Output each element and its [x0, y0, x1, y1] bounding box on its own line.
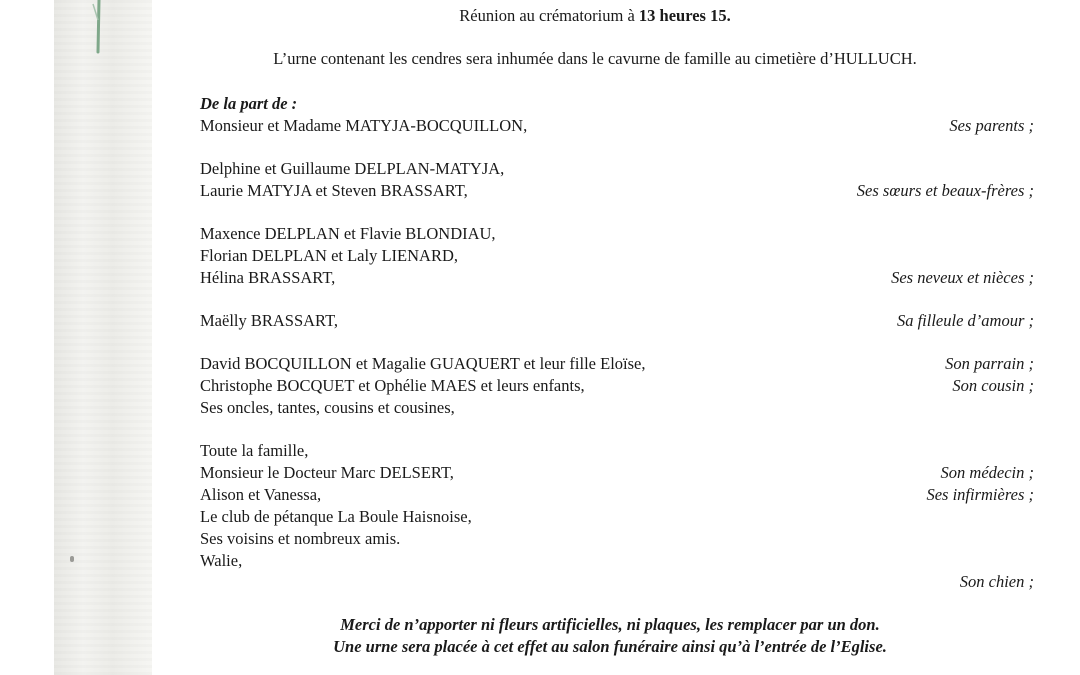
family-name-line: David BOCQUILLON et Magalie GUAQUERT et leur fille Eloïse, [200, 354, 646, 373]
family-name-line: Hélina BRASSART, [200, 268, 336, 287]
family-name-line: Ses voisins et nombreux amis. [200, 529, 401, 548]
relation-label: Ses sœurs et beaux-frères ; [856, 181, 1034, 200]
family-name-line: Toute la famille, [200, 441, 309, 460]
relation-label: Ses infirmières ; [926, 485, 1034, 504]
relation-label: Ses parents ; [949, 116, 1034, 135]
closing-line-2: Une urne sera placée à cet effet au salon funéraire ainsi qu’à l’entrée de l’Eglise. [333, 637, 887, 656]
urne-line: L’urne contenant les cendres sera inhumée dans le cavurne de famille au cimetière d’HULLUCH. [273, 49, 917, 68]
relation-label: Son parrain ; [945, 354, 1034, 373]
de-la-part-heading: De la part de : [200, 94, 298, 113]
family-name-line: Monsieur et Madame MATYJA-BOCQUILLON, [200, 116, 528, 135]
family-name-line: Ses oncles, tantes, cousins et cousines, [200, 398, 455, 417]
family-name-line: Alison et Vanessa, [200, 485, 322, 504]
reunion-line: Réunion au crématorium à 13 heures 15. [459, 6, 731, 25]
relation-label: Sa filleule d’amour ; [896, 311, 1034, 330]
family-name-line: Florian DELPLAN et Laly LIENARD, [200, 246, 458, 265]
relation-label: Son cousin ; [952, 376, 1034, 395]
family-name-line: Laurie MATYJA et Steven BRASSART, [200, 181, 468, 200]
relation-label: Son médecin ; [940, 463, 1034, 482]
family-name-line: Maëlly BRASSART, [200, 311, 339, 330]
relation-label: Son chien ; [959, 572, 1034, 591]
family-name-line: Maxence DELPLAN et Flavie BLONDIAU, [200, 224, 496, 243]
family-name-line: Christophe BOCQUET et Ophélie MAES et leurs enfants, [200, 376, 585, 395]
closing-line-1: Merci de n’apporter ni fleurs artificielles, ni plaques, les remplacer par un don. [340, 615, 880, 634]
family-name-line: Monsieur le Docteur Marc DELSERT, [200, 463, 454, 482]
relation-label: Ses neveux et nièces ; [891, 268, 1034, 287]
family-name-line: Le club de pétanque La Boule Haisnoise, [200, 507, 472, 526]
family-name-line: Walie, [200, 551, 243, 570]
family-name-line: Delphine et Guillaume DELPLAN-MATYJA, [200, 159, 505, 178]
